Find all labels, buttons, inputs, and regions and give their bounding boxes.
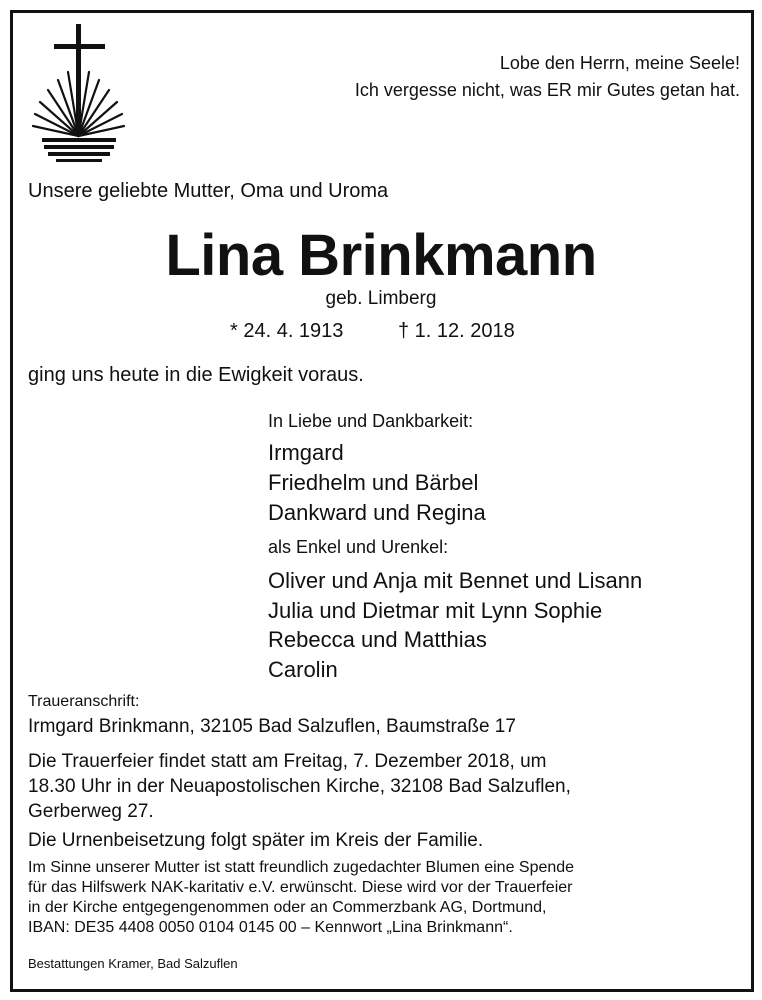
mourner-name: Dankward und Regina	[268, 500, 486, 525]
service-line: Gerberweg 27.	[28, 801, 154, 822]
service-line: Die Trauerfeier findet statt am Freitag, 7. Dezember 2018, um	[28, 751, 547, 772]
mourner-name: Rebecca und Matthias	[268, 627, 487, 652]
grandchildren-label: als Enkel und Urenkel:	[268, 537, 449, 557]
mourning-address: Irmgard Brinkmann, 32105 Bad Salzuflen, Baumstraße 17	[28, 716, 516, 737]
gratitude-label: In Liebe und Dankbarkeit:	[268, 411, 474, 431]
mourner-name: Friedhelm und Bärbel	[268, 470, 479, 495]
death-date: † 1. 12. 2018	[398, 320, 515, 342]
undertaker: Bestattungen Kramer, Bad Salzuflen	[28, 956, 238, 971]
quote-line: Lobe den Herrn, meine Seele!	[499, 53, 740, 73]
donation-line: in der Kirche entgegengenommen oder an Commerzbank AG, Dortmund,	[28, 899, 547, 916]
intro-text: Unsere geliebte Mutter, Oma und Uroma	[28, 180, 389, 202]
mourner-name: Carolin	[268, 656, 338, 682]
service-line: 18.30 Uhr in der Neuapostolischen Kirche, 32108 Bad Salzuflen,	[28, 776, 571, 797]
cross-sunrise-water-icon	[32, 24, 132, 164]
quote-line: Ich vergesse nicht, was ER mir Gutes getan hat.	[354, 80, 740, 100]
donation-line: für das Hilfswerk NAK-karitativ e.V. erwünscht. Diese wird vor der Trauerfeier	[28, 879, 573, 896]
donation-line: Im Sinne unserer Mutter ist statt freundlich zugedachter Blumen eine Spende	[28, 859, 575, 876]
donation-text	[28, 858, 574, 938]
mourner-name: Oliver und Anja mit Bennet und Lisann	[268, 568, 643, 593]
urn-burial-text: Die Urnenbeisetzung folgt später im Kreis der Familie.	[28, 830, 484, 851]
address-label: Traueranschrift:	[28, 693, 140, 710]
children-list	[268, 438, 486, 528]
grandchildren-list	[268, 566, 642, 684]
bible-quote	[355, 50, 740, 104]
passing-text: ging uns heute in die Ewigkeit voraus.	[28, 364, 364, 386]
deceased-name: Lina Brinkmann	[165, 223, 597, 288]
donation-line: IBAN: DE35 4408 0050 0104 0145 00 – Kennwort „Lina Brinkmann“.	[28, 919, 513, 936]
maiden-name: geb. Limberg	[325, 288, 437, 309]
mourner-name: Julia und Dietmar mit Lynn Sophie	[268, 597, 603, 623]
mourner-name: Irmgard	[268, 440, 344, 465]
funeral-service-text	[28, 749, 571, 824]
birth-date: * 24. 4. 1913	[230, 320, 344, 342]
